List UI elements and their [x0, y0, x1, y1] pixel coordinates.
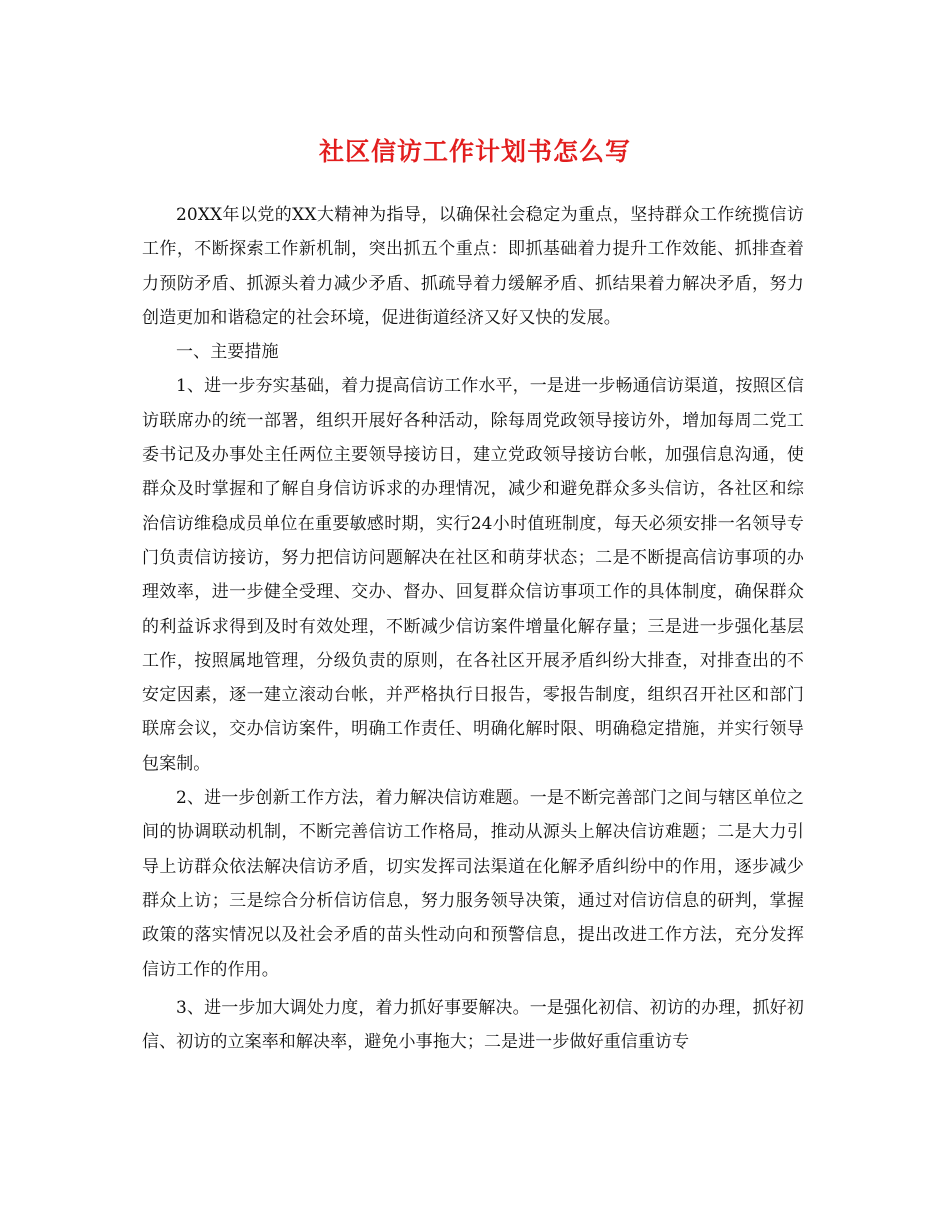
document-body: [142, 198, 804, 1059]
paragraph-measure-2: 2、进一步创新工作方法，着力解决信访难题。一是不断完善部门之间与辖区单位之间的协调联动机制，不断完善信访工作格局，推动从源头上解决信访难题；二是大力引导上访群众依法解决信访矛盾，切实发挥司法渠道在化解矛盾纠纷中的作用，逐步减少群众上访；三是综合分析信访信息，努力服务领导决策，通过对信访信息的研判，掌握政策的落实情况以及社会矛盾的苗头性动向和预警信息，提出改进工作方法，充分发挥信访工作的作用。: [142, 788, 804, 980]
paragraph-measure-3: 3、进一步加大调处力度，着力抓好事要解决。一是强化初信、初访的办理，抓好初信、初访的立案率和解决率，避免小事拖大；二是进一步做好重信重访专: [142, 997, 804, 1053]
paragraph-measure-1: 1、进一步夯实基础，着力提高信访工作水平，一是进一步畅通信访渠道，按照区信访联席办的统一部署，组织开展好各种活动，除每周党政领导接访外，增加每周二党工委书记及办事处主任两位主要领导接访日，建立党政领导接访台帐，加强信息沟通，使群众及时掌握和了解自身信访诉求的办理情况，减少和避免群众多头信访，各社区和综治信访维稳成员单位在重要敏感时期，实行24小时值班制度，每天必须安排一名领导专门负责信访接访，努力把信访问题解决在社区和萌芽状态；二是不断提高信访事项的办理效率，进一步健全受理、交办、督办、回复群众信访事项工作的具体制度，确保群众的利益诉求得到及时有效处理，不断减少信访案件增量化解存量；三是进一步强化基层工作，按照属地管理，分级负责的原则，在各社区开展矛盾纠纷大排查，对排查出的不安定因素，逐一建立滚动台帐，并严格执行日报告，零报告制度，组织召开社区和部门联席会议，交办信访案件，明确工作责任、明确化解时限、明确稳定措施，并实行领导包案制。: [142, 376, 804, 774]
document-title: 社区信访工作计划书怎么写: [318, 137, 631, 166]
section-heading-main-measures: 一、主要措施: [176, 342, 279, 363]
paragraph-intro: 20XX年以党的XX大精神为指导，以确保社会稳定为重点，坚持群众工作统揽信访工作，不断探索工作新机制，突出抓五个重点：即抓基础着力提升工作效能、抓排查着力预防矛盾、抓源头着力减少矛盾、抓疏导着力缓解矛盾、抓结果着力解决矛盾，努力创造更加和谐稳定的社会环境，促进街道经济又好又快的发展。: [142, 205, 804, 328]
